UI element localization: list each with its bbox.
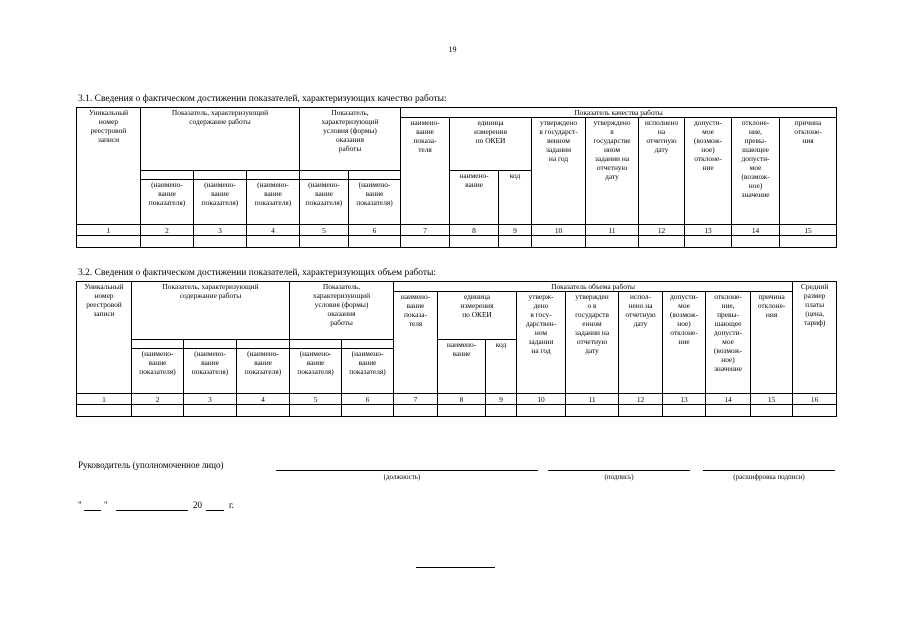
- col-deviation-reason: причина отклоне- ния: [751, 292, 793, 394]
- col-unit: единица измерения по ОКЕИ: [438, 292, 517, 340]
- col-num: 2: [141, 225, 194, 236]
- col-executed: испол- нено на отчетную дату: [619, 292, 663, 394]
- col-registry-number: Уникальный номер реестровой записи: [77, 282, 132, 394]
- col-unit-code: код: [486, 340, 517, 394]
- date-close-quote: ": [104, 500, 108, 510]
- sub-indicator-name: (наимено- вание показателя): [237, 349, 290, 394]
- signature-line[interactable]: [548, 470, 690, 471]
- col-num: 15: [780, 225, 837, 236]
- volume-table: [76, 281, 837, 417]
- sub-indicator-name: (наимено- вание показателя): [342, 349, 394, 394]
- col-approved-year: утверждено в государст- венном задании на год: [532, 118, 586, 225]
- col-num: 7: [394, 394, 438, 405]
- col-approved-year: утверж- дено в госу- дарствен- ном задании на год: [517, 292, 566, 394]
- col-indicator-name: наимено- вание показа- теля: [401, 118, 450, 225]
- col-num: 15: [751, 394, 793, 405]
- date-year-prefix: 20: [193, 500, 202, 510]
- col-num: 13: [663, 394, 706, 405]
- signature-decode-caption: (расшифровка подписи): [733, 473, 805, 481]
- col-num: 16: [793, 394, 837, 405]
- col-num: 8: [438, 394, 486, 405]
- signature-caption: (подпись): [604, 473, 634, 481]
- col-num: 11: [566, 394, 619, 405]
- col-deviation-reason: причина отклоне- ния: [780, 118, 837, 225]
- col-allowed-deviation: допусти- мое (возмож- ное) отклоне- ние: [663, 292, 706, 394]
- col-num: 10: [532, 225, 586, 236]
- position-caption: (должность): [383, 473, 421, 481]
- col-num: 12: [639, 225, 685, 236]
- col-num: 10: [517, 394, 566, 405]
- section-3-1-heading: 3.1. Сведения о фактическом достижении показателей, характеризующих качество работы:: [78, 94, 447, 104]
- col-num: 7: [401, 225, 450, 236]
- date-month-field[interactable]: [116, 510, 188, 511]
- col-num: 9: [499, 225, 532, 236]
- col-exceeding-deviation: отклоне- ние, превы- шающее допусти- мое (возмож- ное) значение: [706, 292, 751, 394]
- col-num: 6: [349, 225, 401, 236]
- position-line[interactable]: [276, 470, 538, 471]
- col-num: 9: [486, 394, 517, 405]
- col-num: 14: [706, 394, 751, 405]
- col-volume-group: Показатель объема работы: [394, 282, 793, 292]
- col-num: 3: [194, 225, 247, 236]
- col-registry-number: Уникальный номер реестровой записи: [77, 108, 141, 225]
- sub-indicator-name: (наимено- вание показателя): [141, 180, 194, 225]
- col-num: 1: [77, 225, 141, 236]
- col-unit-name: наимено- вание: [438, 340, 486, 394]
- col-num: 8: [450, 225, 499, 236]
- table-row: [77, 405, 837, 417]
- col-content-indicators: Показатель, характеризующий содержание работы: [141, 108, 300, 171]
- table-row: [77, 236, 837, 248]
- col-unit: единица измерения по ОКЕИ: [450, 118, 532, 171]
- col-exceeding-deviation: отклоне- ние, превы- шающее допусти- мое (возмож- ное) значение: [732, 118, 780, 225]
- col-num: 3: [184, 394, 237, 405]
- date-year-suffix: г.: [229, 500, 234, 510]
- signature-decode-line[interactable]: [703, 470, 835, 471]
- col-num: 4: [247, 225, 300, 236]
- col-executed: исполнено на отчетную дату: [639, 118, 685, 225]
- quality-table: [76, 107, 837, 248]
- col-quality-group: Показатель качества работы: [401, 108, 837, 118]
- sub-indicator-name: (наимено- вание показателя): [349, 180, 401, 225]
- date-year-field[interactable]: [206, 510, 224, 511]
- col-unit-name: наимено- вание: [450, 171, 499, 225]
- col-num: 6: [342, 394, 394, 405]
- col-num: 12: [619, 394, 663, 405]
- col-num: 13: [685, 225, 732, 236]
- col-num: 2: [132, 394, 184, 405]
- date-day-field[interactable]: [84, 510, 101, 511]
- sub-indicator-name: (наимено- вание показателя): [247, 180, 300, 225]
- col-num: 11: [586, 225, 639, 236]
- col-content-indicators: Показатель, характеризующий содержание работы: [132, 282, 290, 340]
- col-approved-date: утверждено в государстве нном задании на отчетную дату: [586, 118, 639, 225]
- sub-indicator-name: (наимено- вание показателя): [194, 180, 247, 225]
- col-approved-date: утвержден о в государств енном задании на отчетную дату: [566, 292, 619, 394]
- head-signature-label: Руководитель (уполномоченное лицо): [78, 460, 224, 470]
- sub-indicator-name: (наимено- вание показателя): [184, 349, 237, 394]
- col-condition-indicators: Показатель, характеризующий условия (формы) оказания работы: [300, 108, 401, 171]
- sub-indicator-name: (наимено- вание показателя): [132, 349, 184, 394]
- col-average-fee: Средний размер платы (цена, тариф): [793, 282, 837, 394]
- col-num: 4: [237, 394, 290, 405]
- section-3-2-heading: 3.2. Сведения о фактическом достижении показателей, характеризующих объем работы:: [78, 268, 437, 278]
- sub-indicator-name: (наимено- вание показателя): [300, 180, 349, 225]
- col-allowed-deviation: допусти- мое (возмож- ное) отклоне- ние: [685, 118, 732, 225]
- date-open-quote: ": [78, 500, 82, 510]
- col-unit-code: код: [499, 171, 532, 225]
- footer-separator: [416, 567, 495, 568]
- sub-indicator-name: (наимено- вание показателя): [290, 349, 342, 394]
- col-num: 1: [77, 394, 132, 405]
- col-num: 5: [290, 394, 342, 405]
- col-num: 14: [732, 225, 780, 236]
- col-num: 5: [300, 225, 349, 236]
- col-condition-indicators: Показатель, характеризующий условия (формы) оказания работы: [290, 282, 394, 340]
- page-number: 19: [448, 45, 457, 54]
- col-indicator-name: наимено- вание показа- теля: [394, 292, 438, 394]
